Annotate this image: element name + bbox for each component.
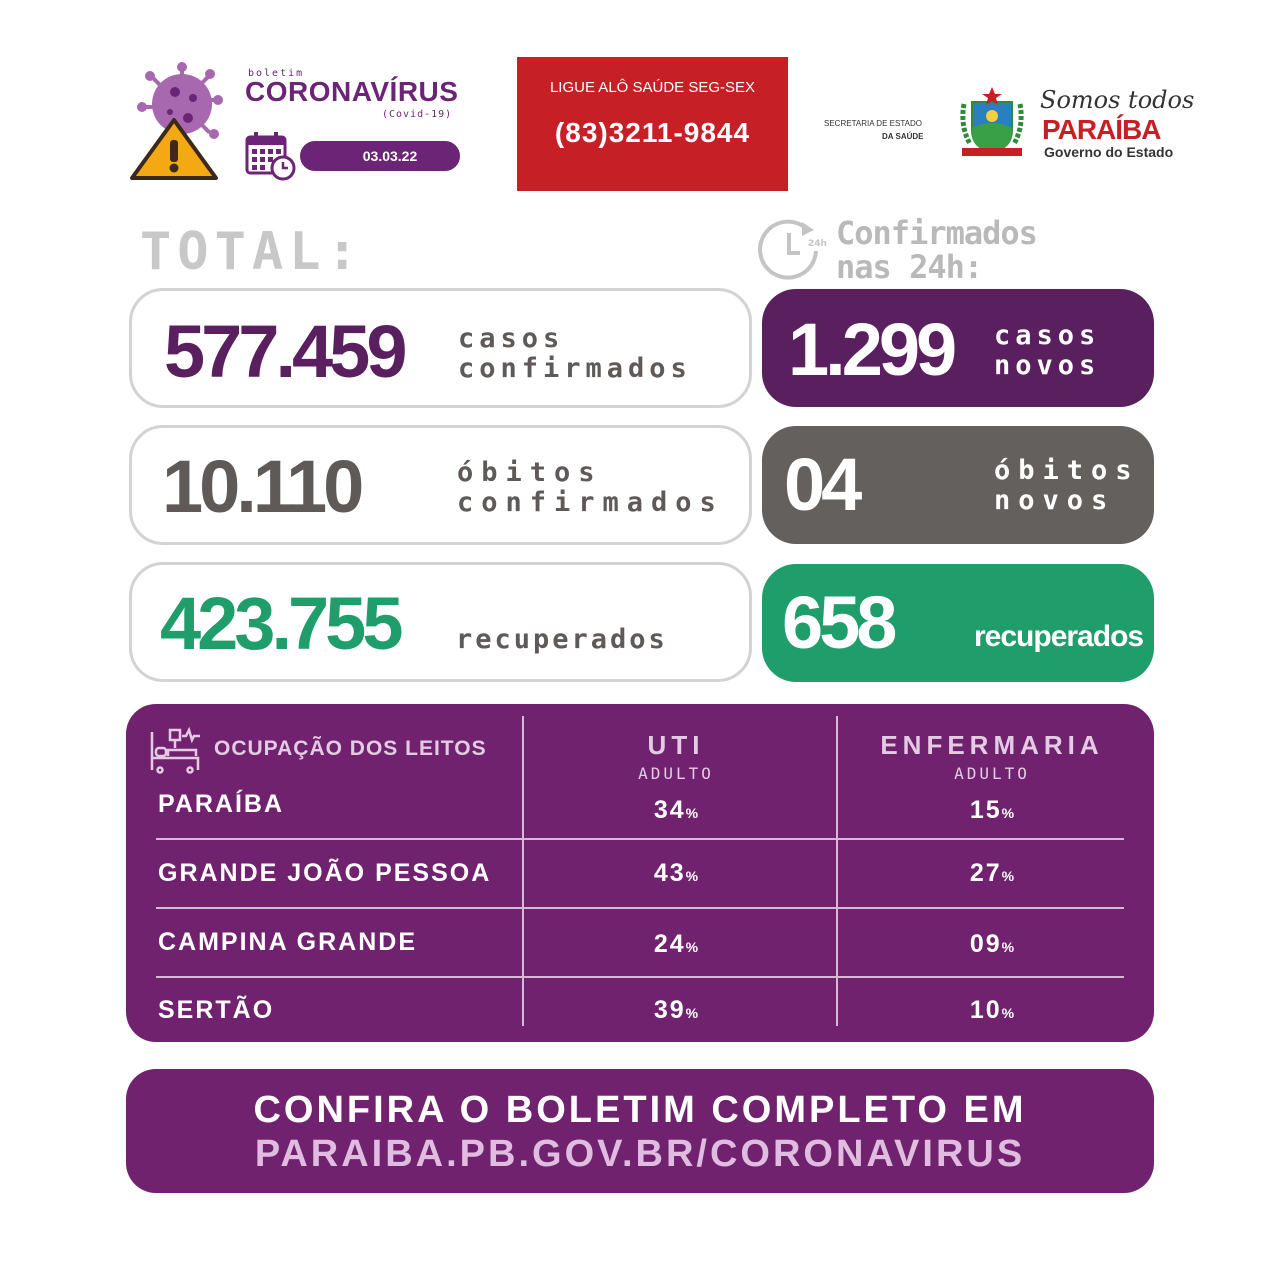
- row-divider: [156, 838, 1124, 840]
- new-cases-card: [762, 289, 1154, 407]
- bed-occupancy-title: OCUPAÇÃO DOS LEITOS: [214, 737, 487, 760]
- hotline-number: (83)3211-9844: [554, 117, 751, 148]
- total-recovered-value: 423.755: [160, 582, 400, 665]
- hospital-bed-icon: [146, 724, 204, 774]
- bed-occupancy-panel: [126, 704, 1154, 1042]
- state-name: PARAÍBA: [1042, 114, 1161, 145]
- region-label-grande-joao-pessoa: GRANDE JOÃO PESSOA: [158, 859, 492, 887]
- total-deaths-label: [457, 458, 724, 518]
- footer-website-link[interactable]: PARAIBA.PB.GOV.BR/CORONAVIRUS: [254, 1133, 1026, 1175]
- new-recovered-label: recuperados: [974, 620, 1144, 653]
- new-recovered-value: 658: [782, 581, 894, 664]
- state-seal-icon: [956, 86, 1028, 162]
- new-deaths-card: [762, 426, 1154, 544]
- region-label-paraiba: PARAÍBA: [158, 790, 285, 818]
- total-deaths-label-line1: óbitos: [457, 457, 603, 488]
- secretariat-line1: SECRETARIA DE ESTADO: [824, 119, 922, 128]
- virus-warning-icon: [130, 62, 230, 182]
- clock-badge: 24h: [808, 239, 827, 249]
- total-recovered-label: recuperados: [456, 624, 668, 655]
- uti-column-title: UTI: [647, 730, 705, 760]
- column-divider: [522, 716, 524, 1026]
- enfermaria-value-campina-grande: 09%: [969, 930, 1015, 958]
- row-divider: [156, 907, 1124, 909]
- new-recovered-card: [762, 564, 1154, 682]
- total-recovered-card: [129, 562, 752, 682]
- new-cases-label: [994, 321, 1100, 381]
- new-deaths-label-line1: óbitos: [994, 455, 1140, 486]
- enfermaria-value-paraiba: 15%: [969, 796, 1015, 824]
- footer-call-to-action: CONFIRA O BOLETIM COMPLETO EM: [253, 1089, 1027, 1131]
- new-deaths-value: 04: [784, 443, 859, 526]
- boletim-label: boletim: [248, 68, 305, 79]
- enfermaria-value-grande-joao-pessoa: 27%: [969, 859, 1015, 887]
- total-deaths-label-line2: confirmados: [457, 487, 724, 518]
- total-cases-label: [458, 324, 692, 384]
- last-24h-heading-line2: nas 24h:: [836, 248, 983, 286]
- uti-value-grande-joao-pessoa: 43%: [653, 859, 699, 887]
- calendar-clock-icon: [244, 131, 296, 181]
- hotline-banner: [517, 57, 788, 191]
- total-cases-label-line1: casos: [458, 323, 565, 354]
- total-cases-label-line2: confirmados: [458, 353, 692, 384]
- enfermaria-column-title: ENFERMARIA: [880, 730, 1104, 760]
- new-cases-label-line2: novos: [994, 350, 1101, 381]
- uti-value-campina-grande: 24%: [653, 930, 699, 958]
- total-deaths-value: 10.110: [162, 445, 361, 528]
- government-label: Governo do Estado: [1044, 144, 1174, 160]
- row-divider: [156, 976, 1124, 978]
- new-deaths-label: [994, 456, 1140, 516]
- hotline-label: LIGUE ALÔ SAÚDE SEG-SEX: [549, 79, 756, 96]
- uti-value-sertao: 39%: [653, 996, 699, 1024]
- total-cases-card: [129, 288, 752, 408]
- footer-banner: [126, 1069, 1154, 1193]
- total-heading: TOTAL:: [140, 222, 364, 282]
- last-24h-heading: [836, 216, 1037, 284]
- column-divider: [836, 716, 838, 1026]
- bulletin-date: 03.03.22: [300, 141, 460, 171]
- region-label-sertao: SERTÃO: [158, 996, 275, 1024]
- last-24h-heading-line1: Confirmados: [836, 214, 1037, 252]
- secretariat-line2: DA SAÚDE: [882, 132, 924, 141]
- clock-24h-icon: [756, 218, 827, 284]
- new-cases-label-line1: casos: [994, 320, 1101, 351]
- uti-value-paraiba: 34%: [653, 796, 699, 824]
- new-deaths-label-line2: novos: [994, 485, 1116, 516]
- brand-subtitle: (Covid-19): [382, 109, 453, 120]
- uti-column-subtitle: ADULTO: [638, 764, 714, 783]
- enfermaria-column-subtitle: ADULTO: [954, 764, 1030, 783]
- new-cases-value: 1.299: [788, 308, 954, 391]
- total-cases-value: 577.459: [164, 310, 404, 393]
- region-label-campina-grande: CAMPINA GRANDE: [158, 928, 418, 956]
- enfermaria-value-sertao: 10%: [969, 996, 1015, 1024]
- brand-title: CORONAVÍRUS: [245, 76, 459, 107]
- slogan: Somos todos: [1040, 86, 1195, 114]
- total-deaths-card: [129, 425, 752, 545]
